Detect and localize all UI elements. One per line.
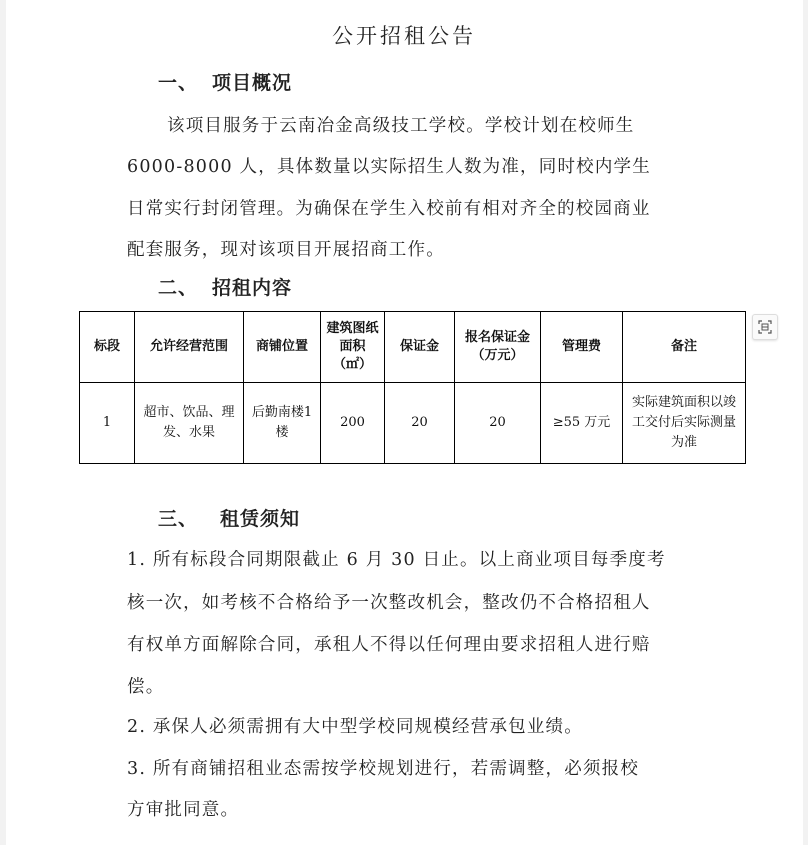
- ocr-scan-icon: [758, 320, 772, 334]
- section-heading-text: 租赁须知: [220, 508, 301, 530]
- paragraph-line: 核一次，如考核不合格给予一次整改机会，整改仍不合格招租人: [127, 593, 651, 613]
- paragraph-line: 该项目服务于云南冶金高级技工学校。学校计划在校师生: [167, 116, 635, 136]
- column-header: 保证金: [385, 312, 455, 383]
- paragraph-line: 配套服务，现对该项目开展招商工作。: [127, 240, 445, 260]
- section-heading-lease-notes: [158, 504, 300, 531]
- lease-table: [79, 311, 746, 464]
- table-cell: 20: [385, 383, 455, 464]
- table-cell: 超市、饮品、理发、水果: [135, 383, 244, 464]
- column-header: 商铺位置: [244, 312, 321, 383]
- column-header: 备注: [623, 312, 746, 383]
- paragraph-line: 有权单方面解除合同，承租人不得以任何理由要求招租人进行赔: [127, 635, 651, 655]
- table-cell: ≥55 万元: [541, 383, 623, 464]
- section-heading-text: 招租内容: [212, 277, 293, 299]
- paragraph-line: 6000-8000 人，具体数量以实际招生人数为准，同时校内学生: [127, 157, 651, 177]
- section-number: 三、: [158, 508, 199, 530]
- section-heading-lease-content: [158, 273, 292, 300]
- paragraph-line: 1. 所有标段合同期限截止 6 月 30 日止。以上商业项目每季度考: [127, 550, 666, 570]
- table-cell: 20: [455, 383, 541, 464]
- column-header: 允许经营范围: [135, 312, 244, 383]
- section-heading-text: 项目概况: [212, 72, 293, 94]
- column-header: 建筑图纸面积（㎡）: [321, 312, 385, 383]
- section-number: 一、: [158, 72, 199, 94]
- page-title: 公开招租公告: [332, 24, 476, 48]
- table-header-row: [80, 312, 746, 383]
- ocr-scan-button[interactable]: [752, 314, 778, 340]
- table-cell: 后勤南楼1楼: [244, 383, 321, 464]
- page-right-margin: [803, 0, 808, 845]
- table-row: [80, 383, 746, 464]
- section-number: 二、: [158, 277, 199, 299]
- paragraph-line: 2. 承保人必须需拥有大中型学校同规模经营承包业绩。: [127, 717, 583, 737]
- column-header: 标段: [80, 312, 135, 383]
- paragraph-line: 3. 所有商铺招租业态需按学校规划进行，若需调整，必须报校: [127, 759, 640, 779]
- section-heading-overview: [158, 68, 292, 95]
- column-header: 管理费: [541, 312, 623, 383]
- paragraph-line: 日常实行封闭管理。为确保在学生入校前有相对齐全的校园商业: [127, 199, 651, 219]
- column-header: 报名保证金（万元）: [455, 312, 541, 383]
- table-cell: 200: [321, 383, 385, 464]
- paragraph-line: 方审批同意。: [127, 800, 240, 820]
- paragraph-line: 偿。: [127, 677, 165, 697]
- page-left-margin: [0, 0, 6, 845]
- table-cell: 1: [80, 383, 135, 464]
- table-cell: 实际建筑面积以竣工交付后实际测量为准: [623, 383, 746, 464]
